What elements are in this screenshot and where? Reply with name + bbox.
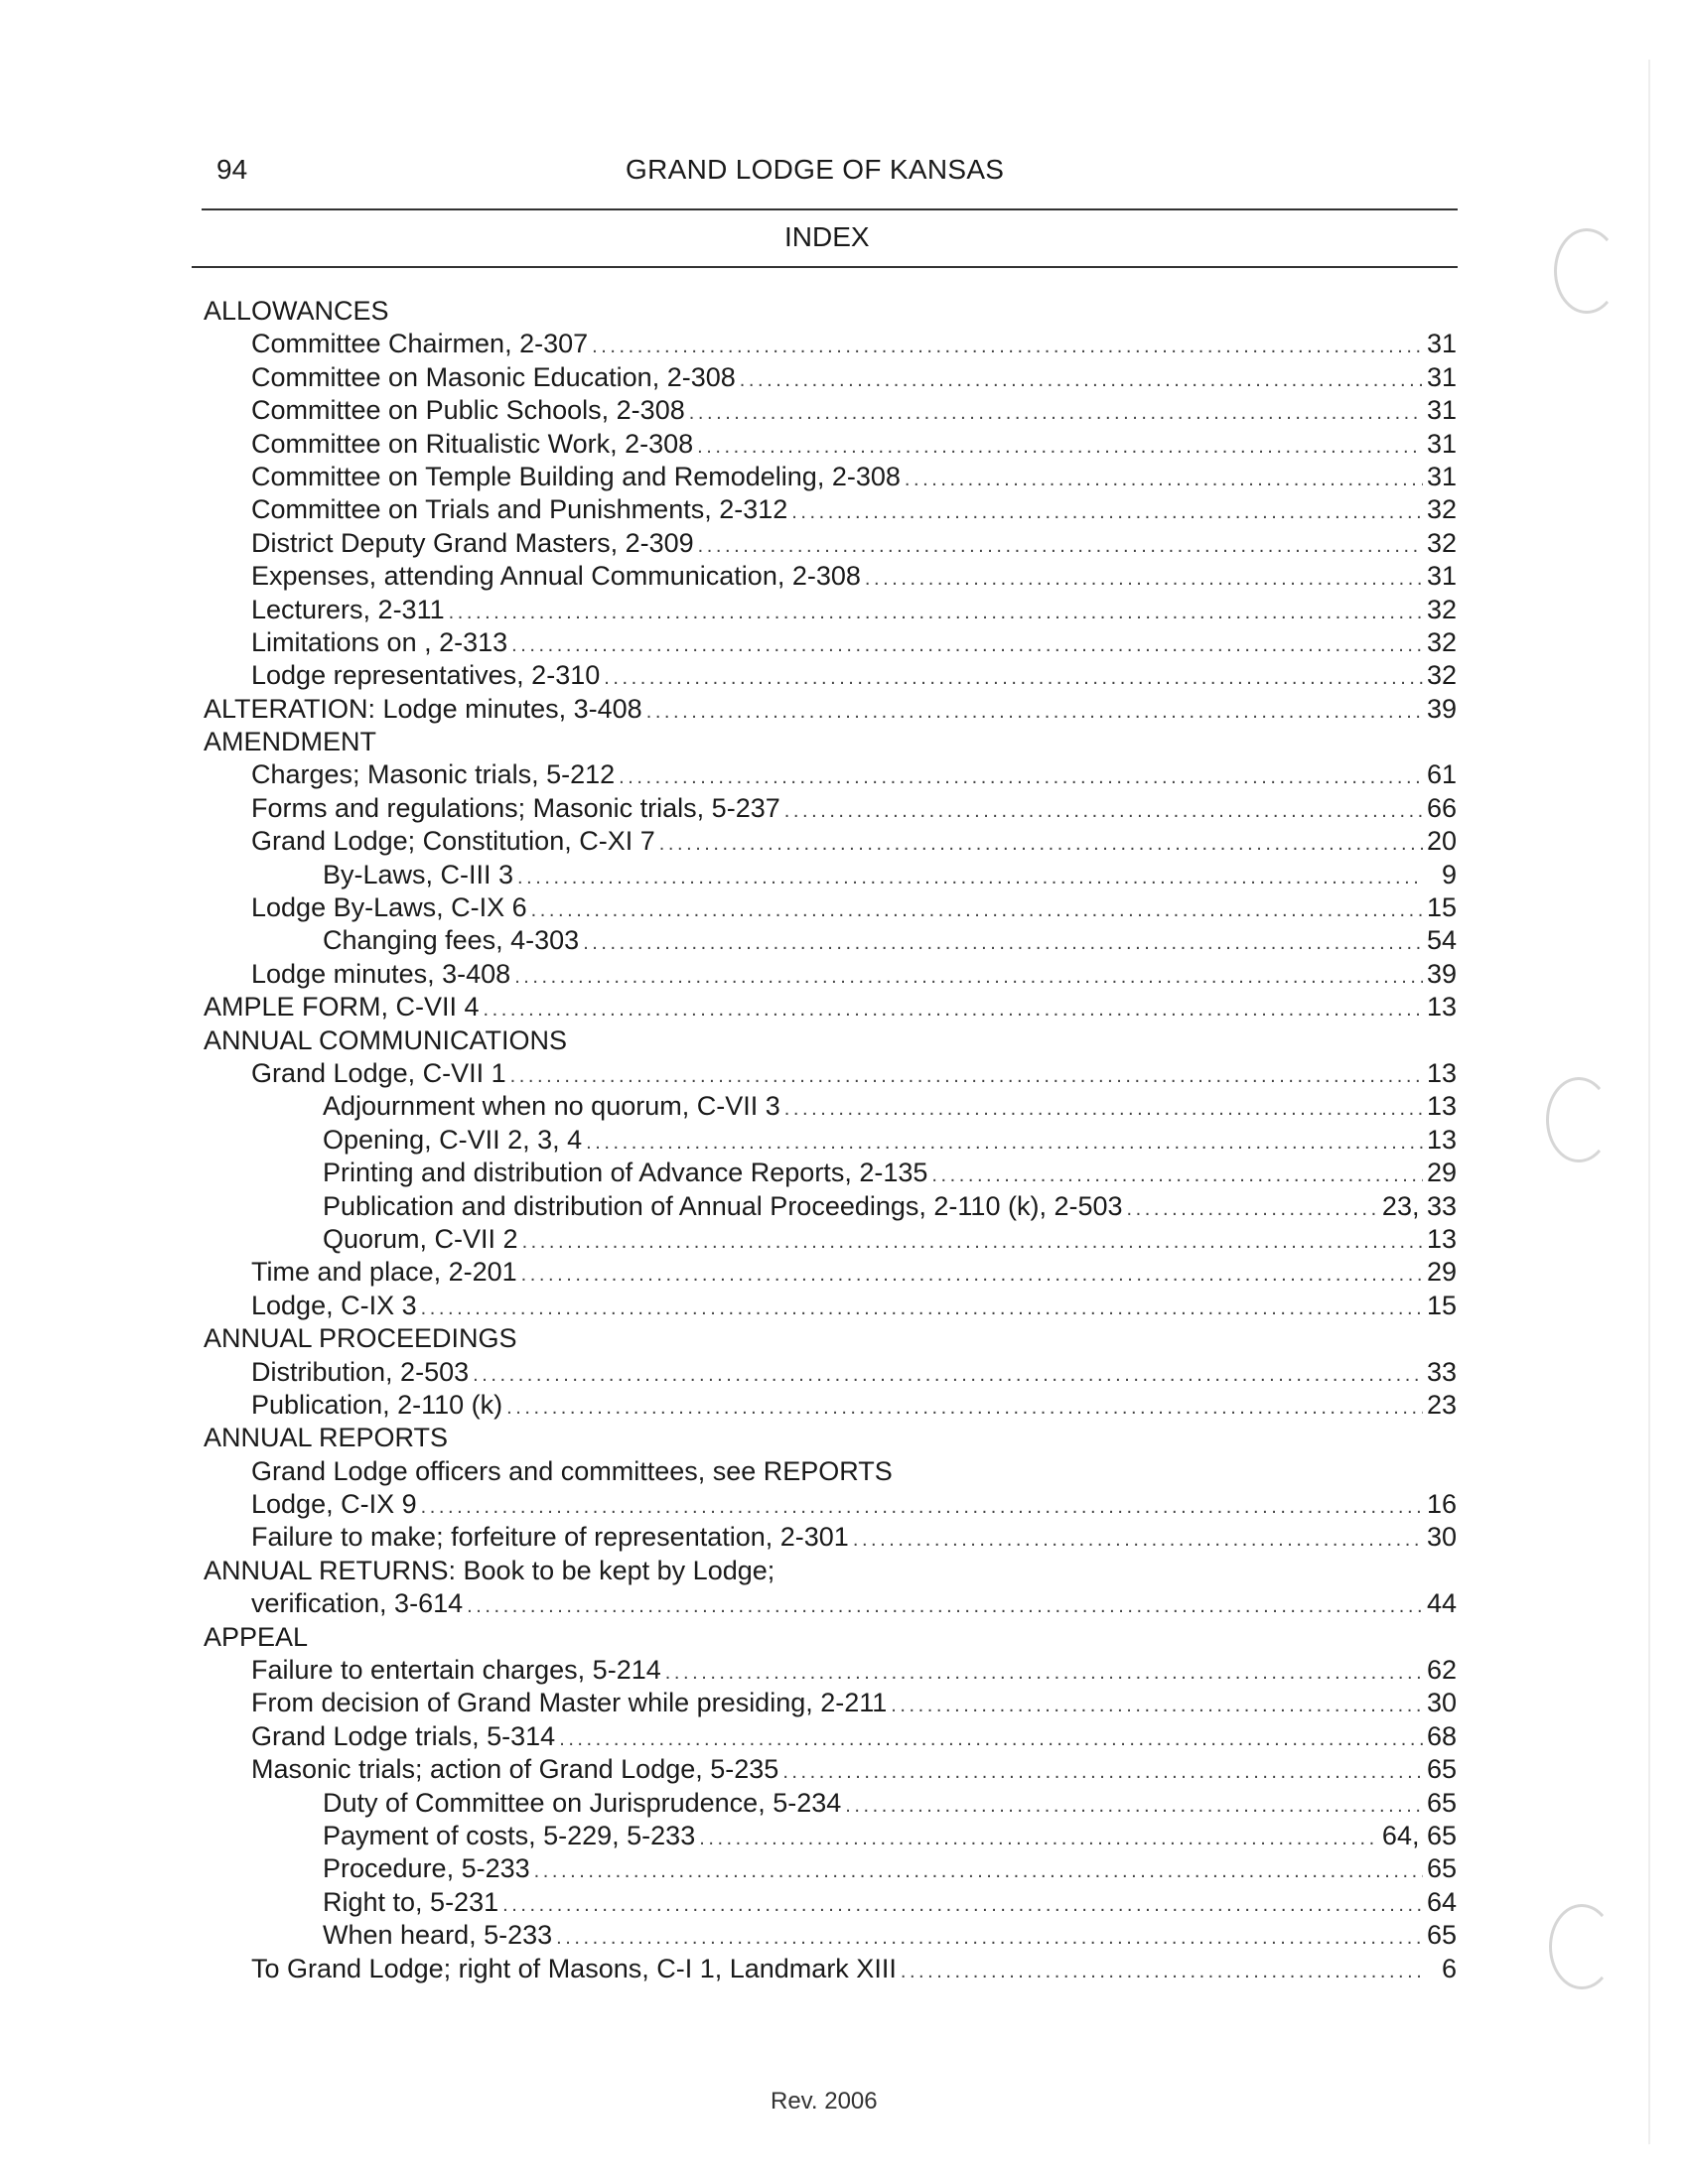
entry-label: Grand Lodge officers and committees, see REPORTS (251, 1455, 893, 1486)
dot-leader (592, 331, 1423, 363)
entry-label: Forms and regulations; Masonic trials, 5-237 (251, 792, 780, 823)
entry-label: AMPLE FORM, C-VII 4 (204, 992, 480, 1023)
entry-pages: 32 (1426, 660, 1457, 691)
entry-label: Charges; Masonic trials, 5-212 (251, 759, 616, 790)
entry-label: AMENDMENT (204, 727, 376, 757)
dot-leader (782, 1756, 1423, 1789)
index-entry (204, 1820, 1457, 1852)
index-entry (204, 594, 1457, 626)
entry-label: Grand Lodge; Constitution, C-XI 7 (251, 826, 655, 857)
entry-label: Committee on Masonic Education, 2-308 (251, 361, 736, 392)
entry-pages: 65 (1426, 1787, 1457, 1818)
index-entry (204, 1455, 1457, 1488)
entry-label: Duty of Committee on Jurisprudence, 5-234 (323, 1787, 842, 1818)
entry-pages: 32 (1426, 626, 1457, 657)
entry-pages: 65 (1426, 1853, 1457, 1884)
index-entry (204, 1953, 1457, 1985)
entry-label: Right to, 5-231 (323, 1886, 499, 1917)
dot-leader (559, 1723, 1423, 1756)
index-entry (204, 726, 1457, 758)
entry-pages: 16 (1426, 1489, 1457, 1520)
dot-leader (511, 629, 1423, 662)
entry-label: Printing and distribution of Advance Reports, 2-135 (323, 1158, 928, 1188)
entry-label: When heard, 5-233 (323, 1920, 553, 1951)
index-entry (204, 792, 1457, 825)
dot-leader (502, 1889, 1423, 1922)
entry-label: Committee on Trials and Punishments, 2-312 (251, 494, 788, 525)
entry-label: To Grand Lodge; right of Masons, C-I 1, Landmark XIII (251, 1953, 897, 1983)
entry-label: Failure to make; forfeiture of representation, 2-301 (251, 1522, 849, 1553)
index-entry (204, 958, 1457, 991)
entry-label: Committee on Ritualistic Work, 2-308 (251, 428, 694, 459)
entry-label: Changing fees, 4-303 (323, 925, 580, 956)
index-entry (204, 859, 1457, 891)
entry-pages: 33 (1426, 1356, 1457, 1387)
entry-pages: 39 (1426, 958, 1457, 989)
dot-leader (931, 1160, 1423, 1192)
index-entry (204, 1124, 1457, 1157)
dot-leader (740, 364, 1423, 397)
index-entry (204, 1223, 1457, 1256)
entry-label: Opening, C-VII 2, 3, 4 (323, 1124, 583, 1155)
entry-pages: 29 (1426, 1158, 1457, 1188)
entry-label: Masonic trials; action of Grand Lodge, 5-235 (251, 1754, 779, 1785)
entry-label: Limitations on , 2-313 (251, 626, 508, 657)
entry-label: Adjournment when no quorum, C-VII 3 (323, 1091, 780, 1122)
entry-label: Failure to entertain charges, 5-214 (251, 1655, 661, 1686)
entry-pages: 65 (1426, 1754, 1457, 1785)
entry-label: Lodge By-Laws, C-IX 6 (251, 892, 527, 923)
index-entry (204, 1521, 1457, 1554)
dot-leader (531, 894, 1423, 927)
dot-leader (556, 1922, 1423, 1955)
entry-pages: 64, 65 (1381, 1820, 1457, 1850)
dot-leader (891, 1690, 1423, 1722)
entry-label: ANNUAL RETURNS: Book to be kept by Lodge; (204, 1555, 775, 1585)
entry-label: Publication, 2-110 (k) (251, 1389, 503, 1420)
dot-leader (905, 464, 1423, 496)
dot-leader (534, 1855, 1423, 1888)
entry-pages: 44 (1426, 1588, 1457, 1619)
index-entry (204, 1256, 1457, 1289)
index-entry (204, 527, 1457, 560)
entry-label: APPEAL (204, 1621, 309, 1652)
entry-pages: 20 (1426, 826, 1457, 857)
header-rule (192, 266, 1458, 268)
entry-pages: 15 (1426, 892, 1457, 923)
index-entry (204, 1919, 1457, 1952)
index-entry (204, 693, 1457, 726)
entry-label: From decision of Grand Master while presiding, 2-211 (251, 1688, 888, 1718)
dot-leader (1127, 1193, 1378, 1226)
index-entry (204, 328, 1457, 360)
header-rule (202, 208, 1458, 210)
entry-label: verification, 3-614 (251, 1588, 464, 1619)
dot-leader (586, 1127, 1423, 1160)
index-entry (204, 891, 1457, 924)
index-entry (204, 1488, 1457, 1521)
index-entry (204, 1654, 1457, 1687)
index-entry (204, 361, 1457, 394)
index-entry (204, 1720, 1457, 1753)
entry-pages: 31 (1426, 561, 1457, 592)
entry-label: Lodge minutes, 3-408 (251, 958, 511, 989)
page-edge (1648, 60, 1650, 2144)
index-entry (204, 461, 1457, 493)
dot-leader (604, 662, 1423, 695)
dot-leader (784, 1093, 1423, 1126)
dot-leader (845, 1790, 1423, 1823)
entry-pages: 31 (1426, 361, 1457, 392)
index-entry (204, 560, 1457, 593)
dot-leader (521, 1259, 1423, 1292)
dot-leader (665, 1657, 1423, 1690)
dot-leader (473, 1359, 1423, 1392)
index-entry (204, 1356, 1457, 1389)
entry-label: Grand Lodge, C-VII 1 (251, 1057, 506, 1088)
index-entry (204, 626, 1457, 659)
entry-pages: 39 (1426, 693, 1457, 724)
entry-pages: 23 (1426, 1389, 1457, 1420)
dot-leader (791, 496, 1423, 529)
entry-label: ALLOWANCES (204, 296, 389, 326)
entry-pages: 31 (1426, 395, 1457, 426)
index-entry (204, 1057, 1457, 1090)
dot-leader (421, 1293, 1423, 1325)
index-entry (204, 1422, 1457, 1454)
entry-label: ALTERATION: Lodge minutes, 3-408 (204, 693, 642, 724)
entry-label: Grand Lodge trials, 5-314 (251, 1720, 556, 1751)
entry-pages: 31 (1426, 428, 1457, 459)
index-entry (204, 1621, 1457, 1654)
dot-leader (784, 795, 1423, 828)
entry-pages: 68 (1426, 1720, 1457, 1751)
dot-leader (659, 828, 1423, 861)
entry-label: Lodge, C-IX 9 (251, 1489, 417, 1520)
index-entry (204, 1852, 1457, 1885)
entry-label: Distribution, 2-503 (251, 1356, 470, 1387)
binder-hole-icon (1554, 228, 1619, 314)
entry-pages: 6 (1441, 1953, 1457, 1983)
entry-pages: 13 (1426, 1223, 1457, 1254)
dot-leader (517, 862, 1423, 894)
entry-label: Lodge representatives, 2-310 (251, 660, 601, 691)
index-entry (204, 1024, 1457, 1057)
entry-label: Time and place, 2-201 (251, 1257, 517, 1288)
dot-leader (865, 563, 1423, 596)
entry-label: Lodge, C-IX 3 (251, 1290, 417, 1320)
entry-pages: 23, 33 (1381, 1190, 1457, 1221)
entry-label: Publication and distribution of Annual Proceedings, 2-110 (k), 2-503 (323, 1190, 1123, 1221)
index-entry (204, 758, 1457, 791)
index-entry (204, 1753, 1457, 1786)
entry-label: ANNUAL REPORTS (204, 1423, 449, 1453)
index-entry (204, 493, 1457, 526)
dot-leader (901, 1956, 1423, 1988)
entry-pages: 64 (1426, 1886, 1457, 1917)
dot-leader (853, 1524, 1423, 1557)
index-entry (204, 1587, 1457, 1620)
entry-label: Committee on Temple Building and Remodeling, 2-308 (251, 461, 901, 491)
index-entry (204, 1190, 1457, 1223)
dot-leader (619, 761, 1423, 794)
entry-label: Payment of costs, 5-229, 5-233 (323, 1820, 696, 1850)
entry-pages: 32 (1426, 494, 1457, 525)
dot-leader (697, 431, 1423, 464)
dot-leader (484, 994, 1423, 1026)
dot-leader (467, 1590, 1423, 1623)
entry-pages: 32 (1426, 594, 1457, 624)
index-entry (204, 295, 1457, 328)
dot-leader (646, 696, 1423, 729)
index-entry (204, 1389, 1457, 1422)
entry-label: ANNUAL COMMUNICATIONS (204, 1024, 568, 1055)
dot-leader (514, 961, 1423, 994)
index-entry (204, 924, 1457, 957)
entry-pages: 13 (1426, 1124, 1457, 1155)
index-entry (204, 1555, 1457, 1587)
dot-leader (699, 1823, 1378, 1855)
dot-leader (510, 1060, 1423, 1093)
entry-pages: 13 (1426, 1091, 1457, 1122)
entry-label: ANNUAL PROCEEDINGS (204, 1323, 517, 1354)
entry-pages: 9 (1441, 859, 1457, 889)
binder-hole-icon (1546, 1077, 1612, 1162)
index-entry (204, 1090, 1457, 1123)
entry-label: Expenses, attending Annual Communication, 2-308 (251, 561, 861, 592)
entry-label: Committee on Public Schools, 2-308 (251, 395, 685, 426)
entry-label: Lecturers, 2-311 (251, 594, 445, 624)
dot-leader (449, 597, 1423, 629)
index-entry (204, 1787, 1457, 1820)
entry-pages: 30 (1426, 1688, 1457, 1718)
entry-pages: 65 (1426, 1920, 1457, 1951)
index-list (204, 295, 1457, 1985)
index-entry (204, 428, 1457, 461)
dot-leader (698, 530, 1423, 563)
entry-pages: 66 (1426, 792, 1457, 823)
entry-label: District Deputy Grand Masters, 2-309 (251, 527, 694, 558)
dot-leader (522, 1226, 1423, 1259)
entry-pages: 54 (1426, 925, 1457, 956)
index-entry (204, 1687, 1457, 1719)
index-entry (204, 825, 1457, 858)
dot-leader (583, 927, 1423, 960)
entry-pages: 13 (1426, 992, 1457, 1023)
entry-pages: 62 (1426, 1655, 1457, 1686)
index-entry (204, 1157, 1457, 1189)
index-entry (204, 1322, 1457, 1355)
index-entry (204, 1886, 1457, 1919)
binder-hole-icon (1549, 1904, 1615, 1989)
entry-pages: 31 (1426, 461, 1457, 491)
running-title: GRAND LODGE OF KANSAS (626, 154, 1005, 185)
index-entry (204, 1290, 1457, 1322)
index-entry (204, 394, 1457, 427)
entry-pages: 32 (1426, 527, 1457, 558)
dot-leader (689, 397, 1423, 430)
entry-pages: 15 (1426, 1290, 1457, 1320)
entry-label: Quorum, C-VII 2 (323, 1223, 518, 1254)
revision-footer: Rev. 2006 (771, 2088, 878, 2115)
entry-pages: 13 (1426, 1057, 1457, 1088)
entry-pages: 31 (1426, 329, 1457, 359)
entry-label: Procedure, 5-233 (323, 1853, 530, 1884)
entry-label: By-Laws, C-III 3 (323, 859, 514, 889)
entry-pages: 61 (1426, 759, 1457, 790)
entry-pages: 29 (1426, 1257, 1457, 1288)
index-entry (204, 659, 1457, 692)
entry-label: Committee Chairmen, 2-307 (251, 329, 589, 359)
entry-pages: 30 (1426, 1522, 1457, 1553)
index-entry (204, 991, 1457, 1024)
section-title: INDEX (784, 221, 870, 252)
dot-leader (421, 1491, 1423, 1524)
dot-leader (506, 1392, 1423, 1425)
page-number: 94 (216, 154, 248, 185)
